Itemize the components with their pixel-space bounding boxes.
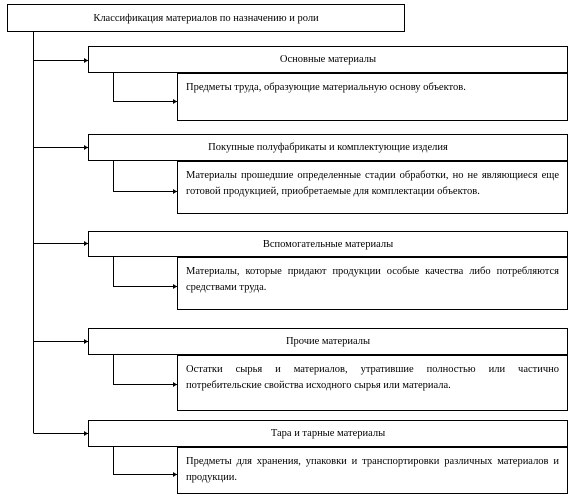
category-description-text: Материалы, которые придают продукции особые качества либо потребляются средствами труда. (186, 266, 559, 293)
category-name: Прочие материалы (285, 336, 371, 347)
sub-connector-4 (114, 353, 178, 385)
category-description-3 (177, 257, 568, 310)
sub-connector-5 (114, 445, 178, 475)
category-name: Основные материалы (279, 54, 377, 65)
category-header-1 (88, 46, 568, 73)
diagram-title: Классификация материалов по назначению и роли (93, 12, 319, 24)
category-description-2 (177, 161, 568, 214)
sub-connector-2 (114, 159, 178, 192)
category-description-text: Предметы для хранения, упаковки и транспортировки различных материалов и продукции. (186, 456, 559, 483)
sub-connector-3 (114, 255, 178, 287)
category-header-2 (88, 134, 568, 161)
category-header-3 (88, 231, 568, 257)
category-description-text: Остатки сырья и материалов, утратившие полностью или частично потребительские свойства исходного сырья или материала. (186, 364, 559, 391)
sub-connector-1 (114, 72, 178, 102)
category-description-4 (177, 355, 568, 411)
category-description-text: Материалы прошедшие определенные стадии обработки, но не являющиеся еще готовой продукцией, приобретаемые для комплектации объектов. (186, 170, 559, 197)
category-description-5 (177, 447, 568, 494)
category-name: Покупные полуфабрикаты и комплектующие изделия (208, 142, 448, 153)
category-header-5 (88, 420, 568, 447)
category-name: Тара и тарные материалы (270, 428, 386, 439)
category-description-1 (177, 73, 568, 121)
diagram-title-box (7, 4, 405, 32)
category-description-text: Предметы труда, образующие материальную основу объектов. (186, 82, 466, 93)
category-header-4 (88, 328, 568, 355)
category-name: Вспомогательные материалы (262, 238, 394, 250)
